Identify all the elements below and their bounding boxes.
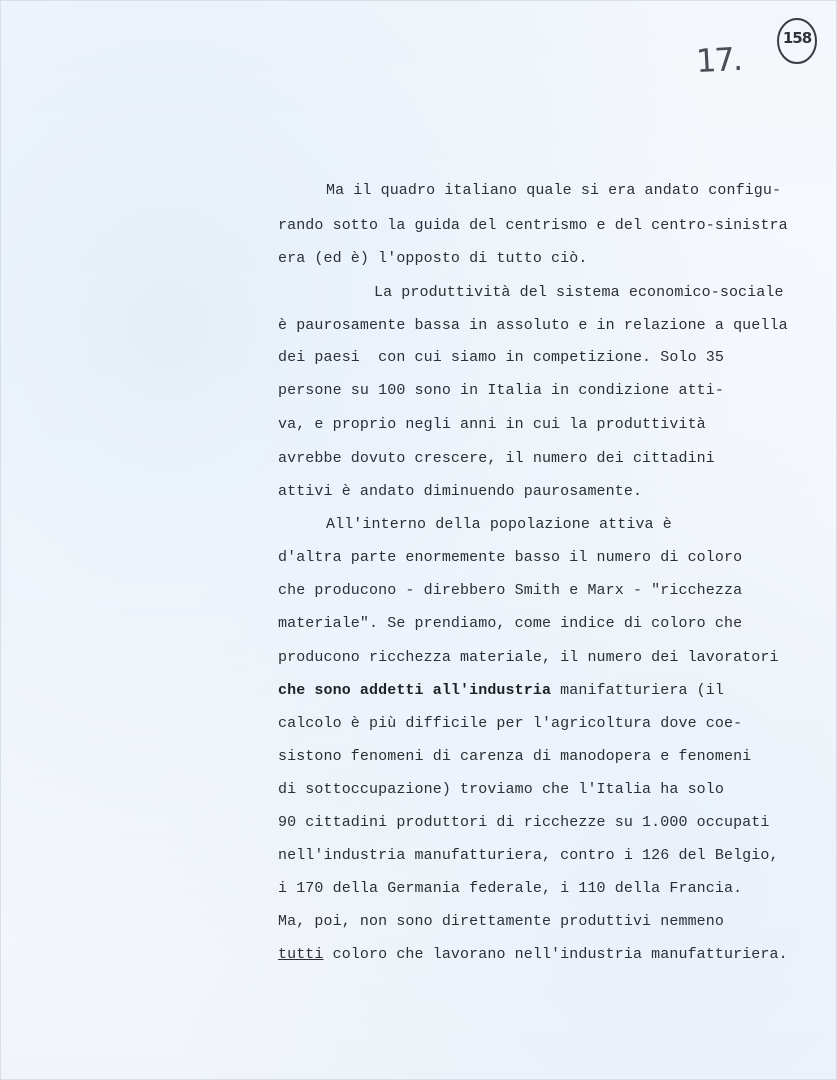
text-line: materiale". Se prendiamo, come indice di coloro che [278,615,743,632]
bold-phrase: che sono addetti all'industria [278,682,552,699]
text-line: sistono fenomeni di carenza di manodopera e fenomeni [278,748,752,765]
text-line [278,945,788,965]
text-line: calcolo è più difficile per l'agricoltura dove coe- [278,715,743,732]
text-line: d'altra parte enormemente basso il numero di coloro [278,549,743,566]
text-line [278,681,724,701]
text-line: va, e proprio negli anni in cui la produttività [278,416,706,433]
circled-stamp [776,17,818,65]
text-fragment: manifatturiera (il [551,682,724,699]
text-line: avrebbe dovuto crescere, il numero dei cittadini [278,450,715,467]
text-line: nell'industria manufatturiera, contro i 126 del Belgio, [278,847,779,864]
stamp-number: 158 [782,29,812,47]
text-line: 90 cittadini produttori di ricchezze su 1.000 occupati [278,814,770,831]
text-line: Ma, poi, non sono direttamente produttivi nemmeno [278,913,724,930]
text-line: dei paesi con cui siamo in competizione. Solo 35 [278,349,724,366]
text-line: All'interno della popolazione attiva è [326,516,672,533]
handwritten-page-number: 17. [695,39,742,81]
text-line: La produttività del sistema economico-sociale [374,284,784,301]
text-line: rando sotto la guida del centrismo e del centro-sinistra [278,217,788,234]
text-line: Ma il quadro italiano quale si era andato configu- [326,182,782,199]
text-line: producono ricchezza materiale, il numero dei lavoratori [278,649,779,666]
text-line: che producono - direbbero Smith e Marx - "ricchezza [278,582,743,599]
text-line: i 170 della Germania federale, i 110 della Francia. [278,880,743,897]
text-line: era (ed è) l'opposto di tutto ciò. [278,250,588,267]
text-fragment: coloro che lavorano nell'industria manufatturiera. [323,946,788,963]
text-line: di sottoccupazione) troviamo che l'Italia ha solo [278,781,724,798]
underlined-word: tutti [278,946,324,963]
text-line: persone su 100 sono in Italia in condizione atti- [278,382,724,399]
text-line: è paurosamente bassa in assoluto e in relazione a quella [278,317,788,334]
text-line: attivi è andato diminuendo paurosamente. [278,483,643,500]
